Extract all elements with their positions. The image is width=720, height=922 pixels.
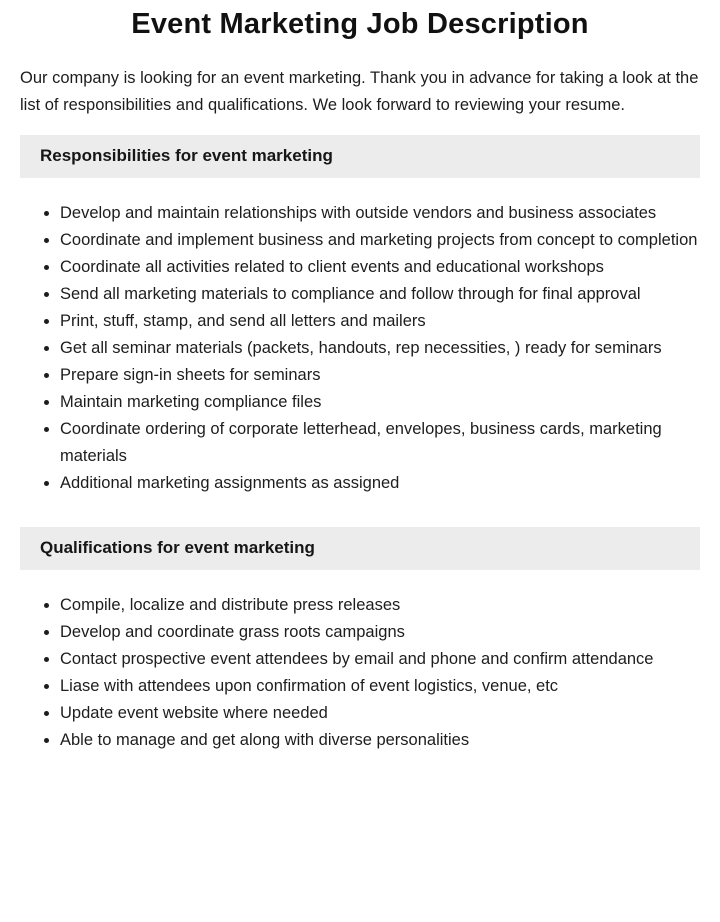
page-title: Event Marketing Job Description: [131, 8, 589, 40]
responsibilities-list: [20, 200, 700, 497]
responsibilities-heading: Responsibilities for event marketing: [40, 146, 333, 165]
list-item: • Update event website where needed: [60, 700, 700, 727]
qualifications-heading: Qualifications for event marketing: [40, 538, 315, 557]
list-item: • Print, stuff, stamp, and send all letters and mailers: [60, 308, 700, 335]
qualifications-list: [20, 592, 700, 754]
list-item: • Develop and maintain relationships with outside vendors and business associates: [60, 200, 700, 227]
list-item: • Get all seminar materials (packets, handouts, rep necessities, ) ready for seminars: [60, 335, 700, 362]
qualifications-section-bar: [20, 527, 700, 570]
list-item: • Maintain marketing compliance files: [60, 389, 700, 416]
list-item: • Able to manage and get along with diverse personalities: [60, 727, 700, 754]
list-item: • Prepare sign-in sheets for seminars: [60, 362, 700, 389]
intro-paragraph: Our company is looking for an event marketing. Thank you in advance for taking a look at the list of responsibilities and qualifications. We look forward to reviewing your resume.: [20, 69, 699, 114]
list-item: • Send all marketing materials to compliance and follow through for final approval: [60, 281, 700, 308]
responsibilities-section-bar: [20, 135, 700, 178]
list-item: • Develop and coordinate grass roots campaigns: [60, 619, 700, 646]
list-item: • Compile, localize and distribute press releases: [60, 592, 700, 619]
list-item: • Coordinate ordering of corporate letterhead, envelopes, business cards, marketing materials: [60, 416, 700, 470]
list-item: • Liase with attendees upon confirmation of event logistics, venue, etc: [60, 673, 700, 700]
list-item: • Coordinate and implement business and marketing projects from concept to completion: [60, 227, 700, 254]
list-item: • Additional marketing assignments as assigned: [60, 470, 700, 497]
list-item: • Contact prospective event attendees by email and phone and confirm attendance: [60, 646, 700, 673]
list-item: • Coordinate all activities related to client events and educational workshops: [60, 254, 700, 281]
